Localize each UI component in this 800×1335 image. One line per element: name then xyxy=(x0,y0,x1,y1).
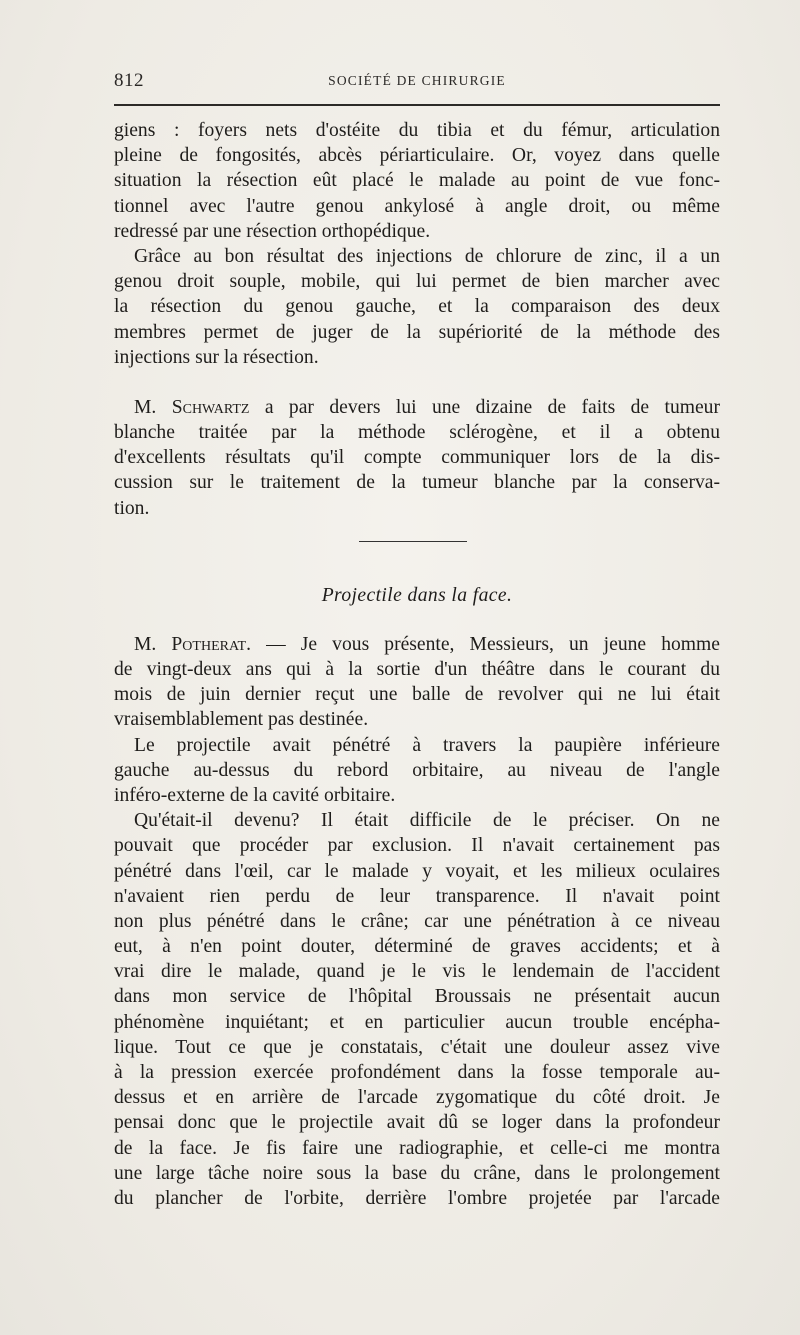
text-line: une large tâche noire sous la base du crâne, dans le prolongement xyxy=(114,1162,720,1184)
text-line: de la face. Je fis faire une radiographie, et celle-ci me montra xyxy=(114,1137,720,1159)
text-line: Grâce au bon résultat des injections de chlorure de zinc, il a un xyxy=(134,245,720,267)
text-line: la résection du genou gauche, et la comparaison des deux xyxy=(114,296,720,318)
paragraph-3 xyxy=(114,395,720,521)
text-line: Le projectile avait pénétré à travers la paupière inférieure xyxy=(134,734,720,756)
section-separator xyxy=(114,521,720,583)
speaker-name: M. Potherat. xyxy=(134,633,251,655)
text-line: à la pression exercée profondément dans la fosse temporale au- xyxy=(114,1062,720,1083)
text-line: giens : foyers nets d'ostéite du tibia et du fémur, articulation xyxy=(114,120,720,141)
section-rule xyxy=(359,541,467,542)
text-line: d'excellents résultats qu'il compte communiquer lors de la dis- xyxy=(114,447,720,469)
text-line: vrai dire le malade, quand je le vis le lendemain de l'accident xyxy=(114,961,720,983)
running-head: SOCIÉTÉ DE CHIRURGIE xyxy=(328,73,506,88)
text-line: membres permet de juger de la supériorité de la méthode des xyxy=(114,321,720,343)
text-line: redressé par une résection orthopédique. xyxy=(114,220,431,242)
header-rule xyxy=(114,104,720,106)
paragraph-5 xyxy=(114,733,720,809)
text-line: situation la résection eût placé le malade au point de vue fonc- xyxy=(114,170,720,192)
text-line: vraisemblablement pas destinée. xyxy=(114,709,369,731)
paragraph-6 xyxy=(114,808,720,1211)
text-line: tion. xyxy=(114,497,150,519)
text-line xyxy=(114,632,720,657)
section-title: Projectile dans la face. xyxy=(321,584,513,606)
text-line: inféro-externe de la cavité orbitaire. xyxy=(114,784,396,806)
text-line: dans mon service de l'hôpital Broussais ne présentait aucun xyxy=(114,986,720,1008)
text-line: lique. Tout ce que je constatais, c'était une douleur assez vive xyxy=(114,1036,720,1058)
text-line: injections sur la résection. xyxy=(114,346,319,368)
text-line: gauche au-dessus du rebord orbitaire, au niveau de l'angle xyxy=(114,759,720,781)
text-line: genou droit souple, mobile, qui lui permet de bien marcher avec xyxy=(114,271,720,293)
paragraph-2 xyxy=(114,244,720,370)
page-number: 812 xyxy=(114,70,144,91)
text-line: de vingt-deux ans qui à la sortie d'un théâtre dans le courant du xyxy=(114,659,720,680)
text-line: blanche traitée par la méthode sclérogène, et il a obtenu xyxy=(114,422,720,444)
text-line: phénomène inquiétant; et en particulier aucun trouble encépha- xyxy=(114,1011,720,1033)
paragraph-gap xyxy=(114,370,720,395)
text-line: pénétré dans l'œil, car le malade y voyait, et les milieux oculaires xyxy=(114,860,720,882)
text-line: pensai donc que le projectile avait dû se loger dans la profondeur xyxy=(114,1112,720,1134)
paragraph-4 xyxy=(114,632,720,733)
text-line xyxy=(114,395,720,420)
page-body xyxy=(114,118,720,1211)
text-line: du plancher de l'orbite, derrière l'ombre projetée par l'arcade xyxy=(114,1187,720,1209)
line-rest: a par devers lui une dizaine de faits de tumeur xyxy=(264,396,720,418)
text-line: cussion sur le traitement de la tumeur blanche par la conserva- xyxy=(114,472,720,494)
title-gap xyxy=(114,621,720,632)
text-line: pouvait que procéder par exclusion. Il n'avait certainement pas xyxy=(114,835,720,857)
text-line: non plus pénétré dans le crâne; car une pénétration à ce niveau xyxy=(114,910,720,932)
text-line: tionnel avec l'autre genou ankylosé à angle droit, ou même xyxy=(114,195,720,217)
text-line: mois de juin dernier reçut une balle de revolver qui ne lui était xyxy=(114,684,720,706)
text-line: pleine de fongosités, abcès périarticulaire. Or, voyez dans quelle xyxy=(114,145,720,167)
text-line: Qu'était-il devenu? Il était difficile de le préciser. On ne xyxy=(134,810,720,832)
text-line: dessus et en arrière de l'arcade zygomatique du côté droit. Je xyxy=(114,1087,720,1109)
page-header xyxy=(114,70,720,96)
speaker-name: M. Schwartz xyxy=(134,396,250,418)
text-line: n'avaient rien perdu de leur transparence. Il n'avait point xyxy=(114,885,720,907)
text-line: eut, à n'en point douter, déterminé de graves accidents; et à xyxy=(114,936,720,958)
line-rest: — Je vous présente, Messieurs, un jeune homme xyxy=(266,633,720,655)
paragraph-1 xyxy=(114,118,720,244)
